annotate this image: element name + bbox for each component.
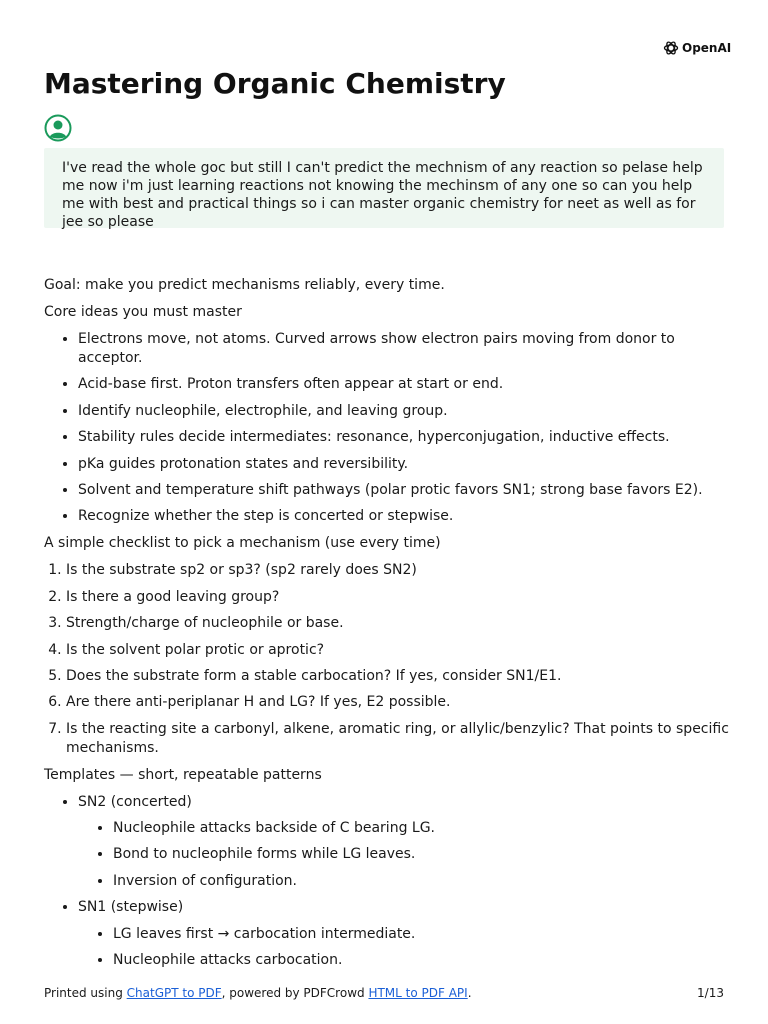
list-item: • Nucleophile attacks backside of C bearing LG.: [113, 819, 734, 838]
template-item: [78, 793, 734, 891]
list-item: • Bond to nucleophile forms while LG leaves.: [113, 845, 734, 864]
checklist-heading: A simple checklist to pick a mechanism (use every time): [44, 535, 441, 552]
list-item: • Recognize whether the step is concerted or stepwise.: [78, 507, 734, 526]
list-item: • Electrons move, not atoms. Curved arrows show electron pairs moving from donor to acceptor.: [78, 330, 734, 368]
list-item: • Stability rules decide intermediates: resonance, hyperconjugation, inductive effects.: [78, 428, 734, 447]
core-ideas-heading: Core ideas you must master: [44, 304, 242, 320]
template-item: [78, 898, 734, 970]
list-item: 3. Strength/charge of nucleophile or base.: [66, 614, 734, 633]
list-item: 7. Is the reacting site a carbonyl, alkene, aromatic ring, or allylic/benzylic? That points to specific mechanisms.: [66, 720, 734, 758]
page-footer: [44, 985, 724, 1001]
page-number: 1/13: [697, 986, 724, 1000]
chatgpt-to-pdf-link[interactable]: ChatGPT to PDF: [126, 986, 222, 1000]
brand-name: OpenAI: [682, 41, 732, 55]
templates-list: [44, 793, 734, 970]
list-item: 5. Does the substrate form a stable carbocation? If yes, consider SN1/E1.: [66, 667, 734, 686]
template-points: [78, 925, 734, 970]
template-label: SN2 (concerted): [78, 793, 192, 810]
assistant-response: [44, 276, 734, 978]
template-points: [78, 819, 734, 891]
footer-printed-text: Printed using: [44, 986, 127, 1000]
user-message: I've read the whole goc but still I can't predict the mechnism of any reaction so pelase help me now i'm just learning reactions not knowing the mechinsm of any one so can you help me with best and practical things so i can master organic chemistry for neet as well as for jee so please: [44, 148, 724, 228]
list-item: 6. Are there anti-periplanar H and LG? If yes, E2 possible.: [66, 693, 734, 712]
list-item: • Solvent and temperature shift pathways (polar protic favors SN1; strong base favors E2).: [78, 481, 734, 500]
checklist-list: [44, 561, 734, 757]
list-item: • Nucleophile attacks carbocation.: [113, 951, 734, 970]
goal-text: Goal: make you predict mechanisms reliably, every time.: [44, 277, 445, 293]
list-item: 1. Is the substrate sp2 or sp3? (sp2 rarely does SN2): [66, 561, 734, 580]
list-item: • Acid-base first. Proton transfers often appear at start or end.: [78, 375, 734, 394]
core-ideas-list: [44, 330, 734, 526]
openai-logo: [663, 40, 731, 56]
html-to-pdf-api-link[interactable]: HTML to PDF API: [368, 986, 468, 1000]
list-item: • Inversion of configuration.: [113, 872, 734, 891]
list-item: 4. Is the solvent polar protic or aprotic?: [66, 641, 734, 660]
page-title: Mastering Organic Chemistry: [44, 67, 506, 100]
user-avatar-icon: [44, 114, 72, 142]
footer-powered-text: , powered by PDFCrowd: [221, 986, 369, 1000]
list-item: • LG leaves first → carbocation intermediate.: [113, 925, 734, 944]
list-item: 2. Is there a good leaving group?: [66, 588, 734, 607]
template-label: SN1 (stepwise): [78, 899, 184, 916]
footer-period: .: [467, 986, 472, 1000]
templates-heading: Templates — short, repeatable patterns: [44, 766, 322, 783]
list-item: • pKa guides protonation states and reversibility.: [78, 455, 734, 474]
openai-logo-icon: [663, 40, 679, 56]
list-item: • Identify nucleophile, electrophile, and leaving group.: [78, 402, 734, 421]
